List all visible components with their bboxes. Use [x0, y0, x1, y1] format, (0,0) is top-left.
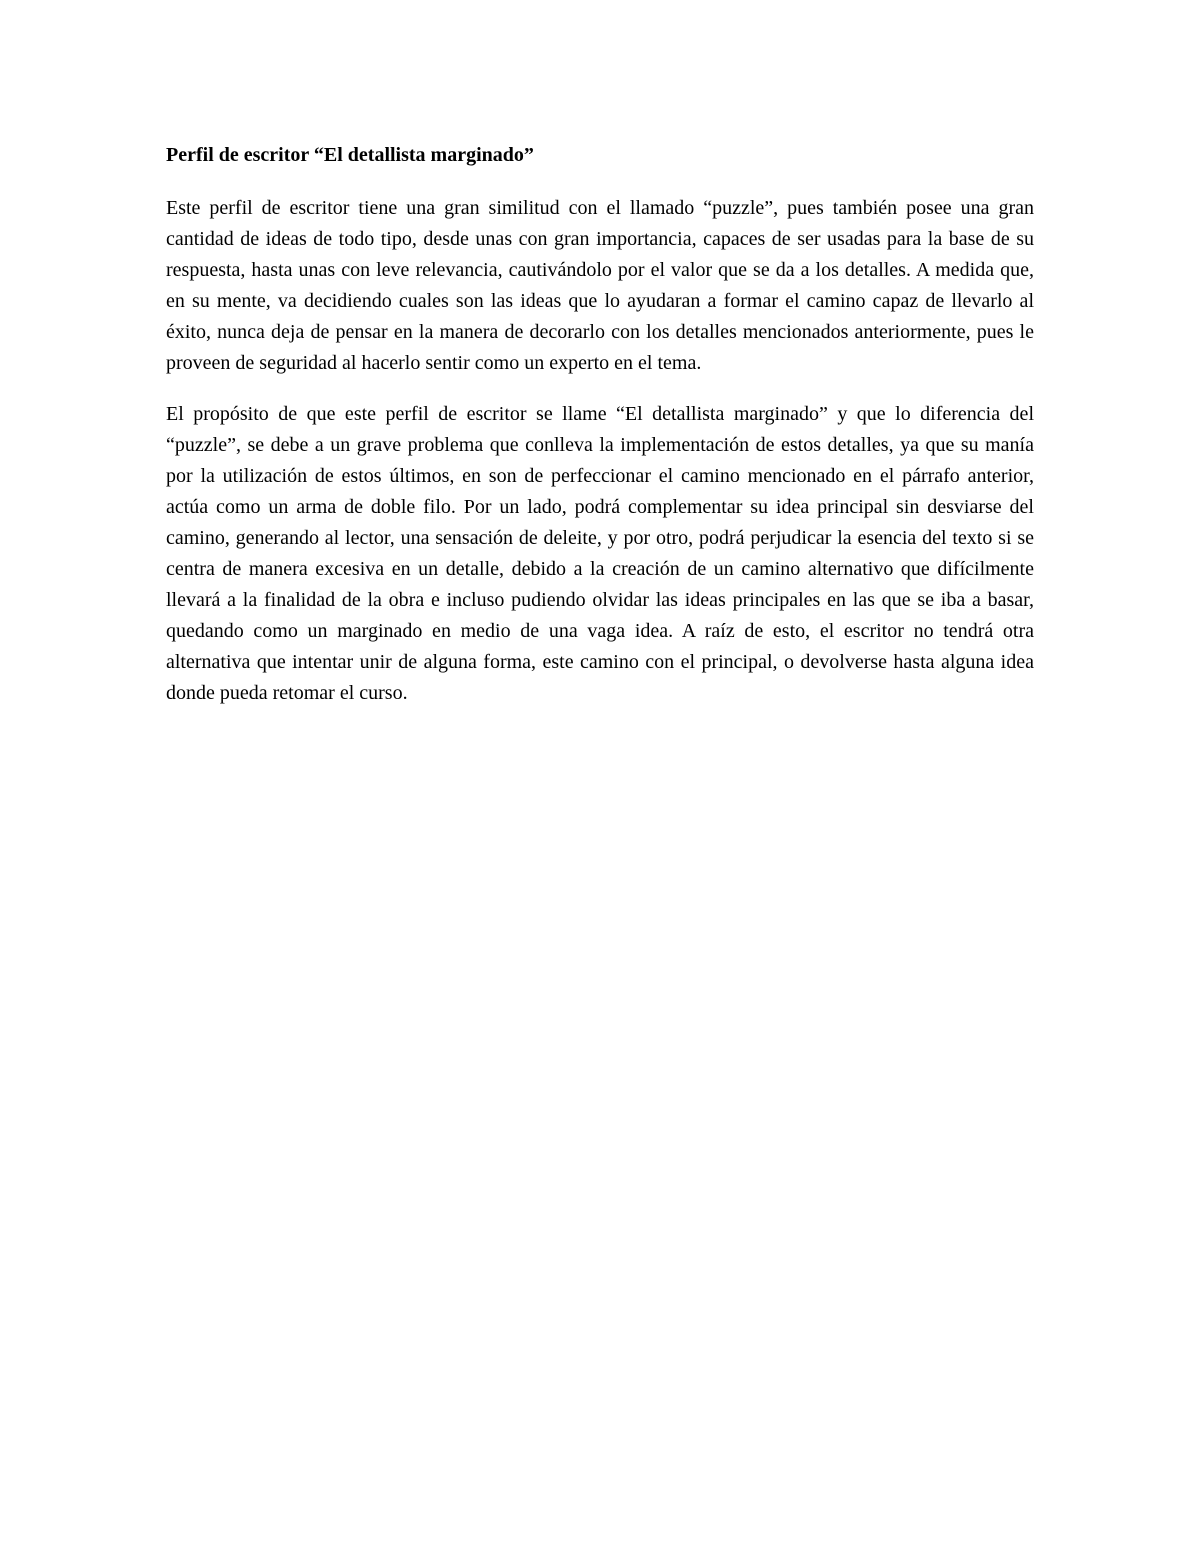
- document-body: [166, 140, 1034, 729]
- document-title: Perfil de escritor “El detallista marginado”: [166, 144, 534, 166]
- paragraph-1: Este perfil de escritor tiene una gran similitud con el llamado “puzzle”, pues también posee una gran cantidad de ideas de todo tipo, desde unas con gran importancia, capaces de ser usadas para la base de su respuesta, hasta unas con leve relevancia, cautivándolo por el valor que se da a los detalles. A medida que, en su mente, va decidiendo cuales son las ideas que lo ayudaran a formar el camino capaz de llevarlo al éxito, nunca deja de pensar en la manera de decorarlo con los detalles mencionados anteriormente, pues le proveen de seguridad al hacerlo sentir como un experto en el tema.: [166, 197, 1034, 374]
- paragraph-2: El propósito de que este perfil de escritor se llame “El detallista marginado” y que lo diferencia del “puzzle”, se debe a un grave problema que conlleva la implementación de estos detalles, ya que su manía por la utilización de estos últimos, en son de perfeccionar el camino mencionado en el párrafo anterior, actúa como un arma de doble filo. Por un lado, podrá complementar su idea principal sin desviarse del camino, generando al lector, una sensación de deleite, y por otro, podrá perjudicar la esencia del texto si se centra de manera excesiva en un detalle, debido a la creación de un camino alternativo que difícilmente llevará a la finalidad de la obra e incluso pudiendo olvidar las ideas principales en las que se iba a basar, quedando como un marginado en medio de una vaga idea. A raíz de esto, el escritor no tendrá otra alternativa que intentar unir de alguna forma, este camino con el principal, o devolverse hasta alguna idea donde pueda retomar el curso.: [166, 403, 1034, 704]
